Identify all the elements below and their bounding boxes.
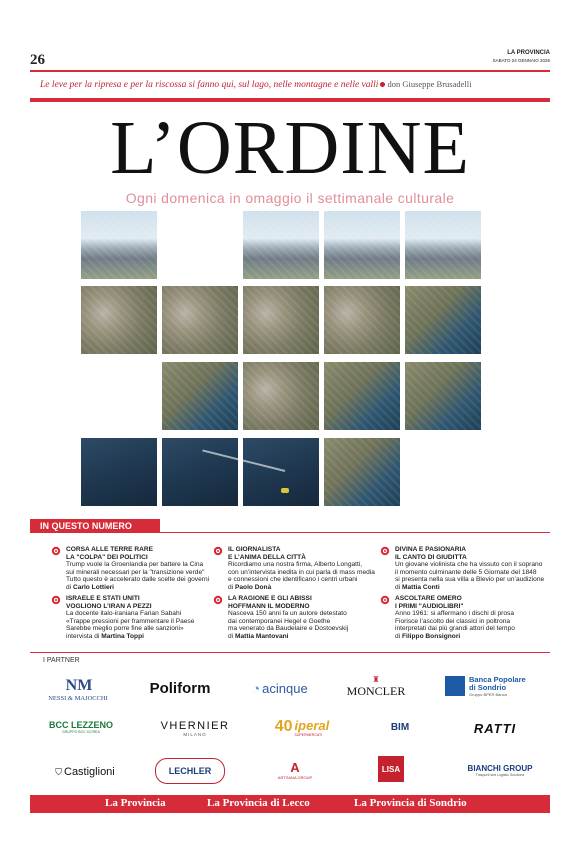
rose-icon [213,546,223,556]
article-body-line: con un’intervista inedita in cui parla di mass media [228,568,375,576]
article-body-line: e connessioni che identificano i centri urbani [228,576,358,584]
article-body-line: sui minerali necessari per la "transizione verde" [66,568,205,576]
mosaic-tile [243,362,319,430]
bullet-dot-icon [380,82,385,87]
partners-rule [30,652,550,653]
article-byline: di Mattia Mantovani [228,632,289,640]
partner-logo-acinque: ◔ acinque [252,680,308,696]
article-headline: LA RAGIONE E GLI ABISSI [228,595,312,602]
rose-icon [213,595,223,605]
partner-logo-lisa: LISA [378,756,404,782]
newspaper-brand [493,50,550,64]
top-rule [30,70,550,72]
article-headline: ISRAELE E STATI UNITI [66,595,140,602]
article-headline: DIVINA E PASIONARIA [395,546,467,553]
partner-logo-bcc-lezzeno: BCC LEZZENO GRUPPO BCC ICCREA [49,720,113,734]
article-body-line: Sarebbe meglio porre fine alle sanzioni» [66,625,184,633]
masthead-title: L’ORDINE [110,106,470,190]
article-body-line: ma venerato da Baudelaire e Dostoevskij [228,625,349,633]
article-headline: IL GIORNALISTA [228,546,281,553]
article-byline: di Mattia Conti [395,583,440,591]
article-body-line: La docente italo-iraniana Farian Sabahi [66,610,182,618]
mosaic-tile [405,211,481,279]
partner-logo-nessi-majocchi: N M NESSI & MAJOCCHI [48,676,108,702]
article-body-line: Un giovane violinista che ha vissuto con il soprano [395,561,543,569]
section-rule [160,532,550,533]
article-author: Carlo Lottieri [72,583,115,591]
article-headline: HOFFMANN IL MODERNO [228,602,310,610]
mosaic-tile [81,211,157,279]
article-teaser [228,595,388,641]
article-body-line: Tutto questo è accelerato dalle scelte dei governi [66,576,210,584]
footer-edition-la-provincia: La Provincia [105,797,166,809]
footer-edition-lecco: La Provincia di Lecco [207,797,310,809]
circle-mark-icon: ◔ [252,680,261,696]
partner-logo-lechler: LECHLER [155,758,225,784]
partners-label: I PARTNER [43,657,80,664]
boat [281,488,289,493]
masthead-subtitle: Ogni domenica in omaggio il settimanale culturale [125,190,455,206]
article-byline: di Paolo Donà [228,583,272,591]
partner-logo-artsana: A ARTSANA GROUP [277,760,313,780]
article-body-line: Nasceva 150 anni fa un autore detestato [228,610,347,618]
rose-icon [51,595,61,605]
article-headline: I PRIMI "AUDIOLIBRI" [395,602,464,610]
article-teaser [395,595,555,641]
article-headline: LA "COLPA" DEI POLITICI [66,553,148,561]
article-teaser [395,546,555,592]
article-byline: intervista di Martina Toppi [66,632,144,640]
article-headline: IL CANTO DI GIUDITTA [395,553,467,561]
mosaic-tile [405,362,481,430]
partner-logo-moncler: ♜ MONCLER [346,675,406,698]
article-body-line: Trump vuole la Groenlandia per battere la Cina [66,561,204,569]
article-author: Mattia Mantovani [234,632,289,640]
article-body-line: si presenta nella sua villa a Blevio per un’audizione [395,576,545,584]
anniversary-badge: 40 [274,718,293,735]
footer-bar [30,795,550,813]
mosaic-tile [324,362,400,430]
partner-logo-bianchi-group: BIANCHI GROUP Trasporti sed Logistic Solutions [467,763,533,777]
section-label: IN QUESTO NUMERO [30,519,160,533]
page-number: 26 [30,52,45,68]
article-teaser [66,546,226,592]
bank-mark-icon [445,676,465,696]
footer-edition-sondrio: La Provincia di Sondrio [354,797,467,809]
partner-logo-vhernier: VHERNIER MILANO [160,719,230,737]
mosaic-tile [81,286,157,354]
shield-icon: ⛉ [55,766,62,777]
issue-date: SABATO 24 GENNAIO 2026 [492,58,550,63]
mosaic-tile [324,286,400,354]
partner-logo-banca-popolare-sondrio: Banca Popolare di Sondrio Gruppo BPER Banca [445,670,540,702]
artsana-mark-icon: A [290,760,300,775]
mosaic-tile [243,211,319,279]
mosaic-tile [324,211,400,279]
mosaic-tile [243,438,319,506]
mosaic-tile [162,362,238,430]
article-body-line: Fiorisce l’ascolto dei classici in poltrona [395,617,511,625]
partner-logo-iperal: 40 iperal SUPERMERCATI [274,717,330,737]
article-author: Martina Toppi [101,632,144,640]
article-body-line: interpretati dai più grandi attori del tempo [395,625,515,633]
mosaic-tile [324,438,400,506]
quote-text: Le leve per la ripresa e per la riscossa si fanno qui, sul lago, nelle montagne e nelle valli [40,80,379,90]
mosaic-tile [243,286,319,354]
article-body-line: dai contemporanei Hegel e Goethe [228,617,331,625]
quote-line [40,79,550,90]
brand-name: LA PROVINCIA [507,50,550,56]
partner-logo-poliform: Poliform [149,679,211,697]
article-headline: ASCOLTARE OMERO [395,595,462,602]
rose-icon [51,546,61,556]
rooster-icon: ♜ [372,675,380,684]
article-headline: VOGLIONO L’IRAN A PEZZI [66,602,152,610]
mosaic-tile [81,438,157,506]
rose-icon [380,595,390,605]
article-author: Filippo Bonsignori [401,632,461,640]
quote-rule [30,98,550,102]
article-byline: di Filippo Bonsignori [395,632,461,640]
article-teaser [228,546,388,592]
article-headline: E L’ANIMA DELLA CITTÀ [228,553,306,561]
mosaic-tile [162,438,238,506]
partner-logo-ratti: RATTI [473,720,517,736]
article-author: Paolo Donà [234,583,272,591]
article-body-line: Ricordiamo una nostra firma, Alberto Longatti, [228,561,363,569]
article-body-line: il momento culminante delle 5 Giornate del 1848 [395,568,537,576]
article-headline: CORSA ALLE TERRE RARE [66,546,154,553]
mosaic-tile [162,286,238,354]
rose-icon [380,546,390,556]
mosaic-tile [405,286,481,354]
article-body-line: Anno 1961: si affermano i dischi di prosa [395,610,515,618]
article-byline: di Carlo Lottieri [66,583,115,591]
article-author: Mattia Conti [401,583,440,591]
article-teaser [66,595,226,641]
partner-logo-bim: BIM [390,721,410,733]
quote-author: don Giuseppe Brusadelli [387,79,472,89]
nm-mark-icon: N M [65,676,91,694]
article-body-line: «Trappe pressioni per frammentare il Paese [66,617,195,625]
partner-logo-castiglioni: ⛉ Castiglioni [55,766,115,778]
